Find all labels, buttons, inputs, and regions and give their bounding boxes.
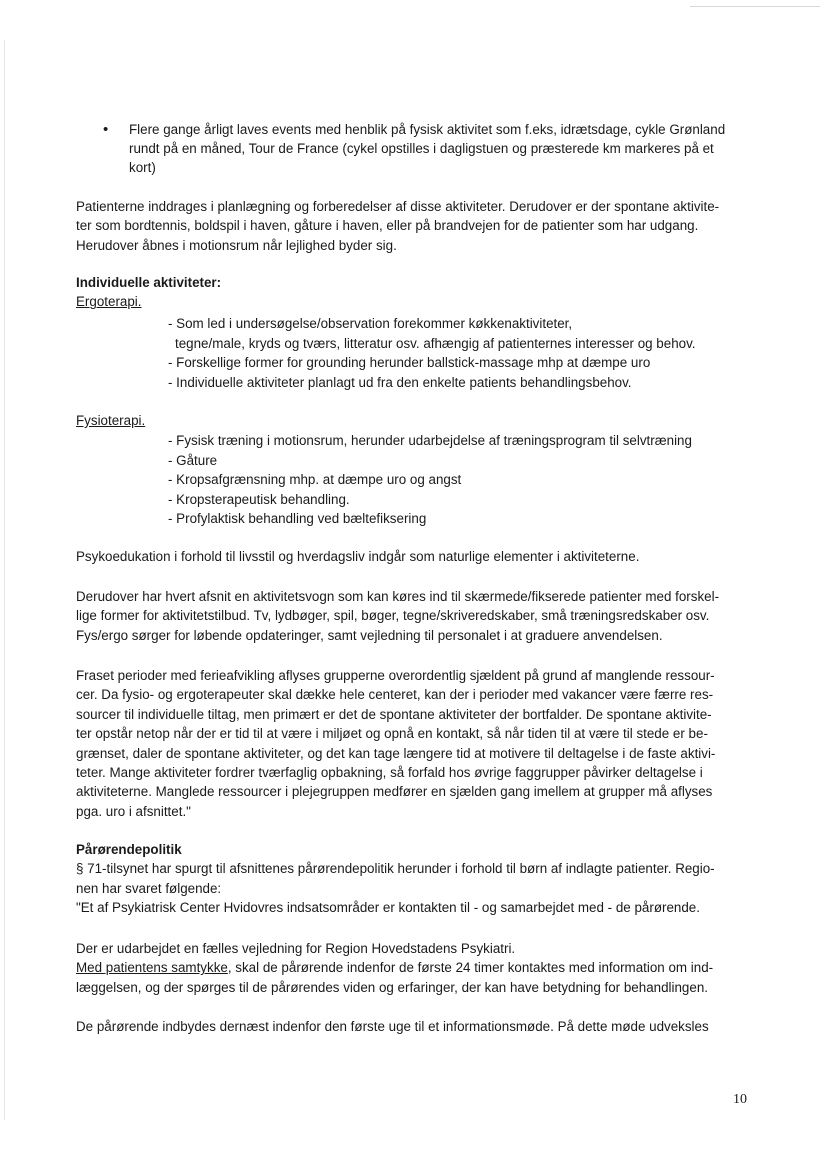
text-line: ter opstår netop når der er tid til at være i miljøet og opnå en kontakt, så når tiden til at være til stede er be-	[76, 726, 708, 742]
text-line: grænset, daler de spontane aktiviteter, og det kan tage længere tid at motivere til deltagelse i de faste aktivi-	[76, 745, 716, 761]
text-line: De pårørende indbydes dernæst indenfor den første uge til et informationsmøde. På dette møde udveksles	[76, 1019, 709, 1034]
list-item: - Profylaktisk behandling ved bæltefiksering	[168, 511, 427, 526]
subheading-fysioterapi-block	[76, 411, 752, 430]
text-line: kort)	[129, 160, 156, 175]
scan-edge-top	[690, 6, 820, 7]
text-line: Psykoedukation i forhold til livsstil og hverdagsliv indgår som naturlige elementer i aktiviteterne.	[76, 549, 640, 564]
bullet-marker: •	[103, 121, 109, 138]
bullet-item-events	[129, 120, 759, 177]
list-item: tegne/male, kryds og tværs, litteratur osv. afhængig af patienternes interesser og behov.	[175, 335, 696, 351]
page-number: 10	[733, 1092, 747, 1107]
list-item: - Som led i undersøgelse/observation forekommer køkkenaktiviteter,	[168, 316, 573, 331]
text-line: læggelsen, og der spørges til de pårørendes viden og erfaringer, der kan have betydning for behandlingen.	[76, 979, 708, 995]
list-item: - Kropsterapeutisk behandling.	[168, 491, 350, 507]
text-line: rundt på en måned, Tour de France (cykel opstilles i dagligstuen og præsterede km markeres på et	[129, 141, 714, 156]
text-fragment: , skal de pårørende indenfor de første 24 timer kontaktes med information om ind-	[227, 960, 714, 976]
paragraph-cancellations	[76, 666, 752, 821]
text-line: Fys/ergo sørger for løbende opdateringer, samt vejledning til personalet i at graduere anvendelsen.	[76, 627, 663, 643]
text-line: sourcer til individuelle tiltag, men primært er det de spontane aktiviteter der bortfalder. De spontane aktivite-	[76, 706, 712, 722]
text-line: Patienterne inddrages i planlægning og forberedelser af disse aktiviteter. Derudover er der spontane aktivite-	[76, 199, 720, 214]
section-heading: Individuelle aktiviteter:	[76, 275, 222, 290]
text-line: Fraset perioder med ferieafvikling aflyses grupperne overordentlig sjældent på grund af manglende ressour-	[76, 668, 715, 683]
text-line: Flere gange årligt laves events med henblik på fysisk aktivitet som f.eks, idrætsdage, cykle Grønland	[129, 122, 726, 137]
paragraph-psychoeducation	[76, 547, 752, 566]
text-line: nen har svaret følgende:	[76, 880, 222, 896]
ergoterapi-list	[168, 314, 696, 392]
subheading-ergoterapi: Ergoterapi.	[76, 294, 142, 310]
text-line: Der er udarbejdet en fælles vejledning for Region Hovedstadens Psykiatri.	[76, 941, 516, 956]
text-line: cer. Da fysio- og ergoterapeuter skal dække hele centeret, kan der i perioder med vakancer være færre res-	[76, 687, 714, 703]
scan-edge-left	[4, 40, 5, 1120]
text-line: § 71-tilsynet har spurgt til afsnittenes pårørendepolitik herunder i forhold til børn af indlagte patienter. Regio-	[76, 861, 715, 877]
section-heading: Pårørendepolitik	[76, 842, 182, 857]
section-relatives-policy	[76, 840, 752, 918]
list-item: - Fysisk træning i motionsrum, herunder udarbejdelse af træningsprogram til selvtræning	[168, 433, 692, 448]
list-item: - Individuelle aktiviteter planlagt ud fra den enkelte patients behandlingsbehov.	[168, 374, 632, 390]
text-line: Derudover har hvert afsnit en aktivitetsvogn som kan køres ind til skærmede/fikserede patienter med forskel-	[76, 589, 720, 604]
list-item: - Gåture	[168, 452, 218, 468]
paragraph-guidance	[76, 939, 752, 997]
text-line: Herudover åbnes i motionsrum når lejlighed byder sig.	[76, 237, 397, 253]
text-line: lige former for aktivitetstilbud. Tv, lydbøger, spil, bøger, tegne/skriveredskaber, små træningsredskaber osv.	[76, 608, 710, 624]
paragraph-activity-trolley	[76, 587, 752, 645]
list-item: - Forskellige former for grounding herunder ballstick-massage mhp at dæmpe uro	[168, 355, 651, 370]
section-individual-activities	[76, 273, 752, 312]
text-line: aktiviteterne. Manglede ressourcer i plejegruppen medfører en sjælden gang imellem at grupper må aflyses	[76, 784, 713, 800]
text-line: "Et af Psykiatrisk Center Hvidovres indsatsområder er kontakten til - og samarbejdet med - de pårørende.	[76, 900, 700, 916]
list-item: - Kropsafgrænsning mhp. at dæmpe uro og angst	[168, 472, 462, 487]
consent-phrase: Med patientens samtykke	[76, 960, 228, 976]
subheading-fysioterapi: Fysioterapi.	[76, 413, 146, 428]
paragraph-involvement	[76, 197, 752, 255]
text-line: ter som bordtennis, boldspil i haven, gåture i haven, eller på brandvejen for de patienter som har udgang.	[76, 218, 699, 234]
text-line: pga. uro i afsnittet."	[76, 803, 191, 819]
paragraph-info-meeting	[76, 1017, 752, 1036]
fysioterapi-list	[168, 431, 692, 529]
text-line	[76, 958, 752, 977]
text-line: teter. Mange aktiviteter fordrer tværfaglig opbakning, så forfald hos øvrige faggrupper påvirker deltagelse i	[76, 765, 703, 781]
